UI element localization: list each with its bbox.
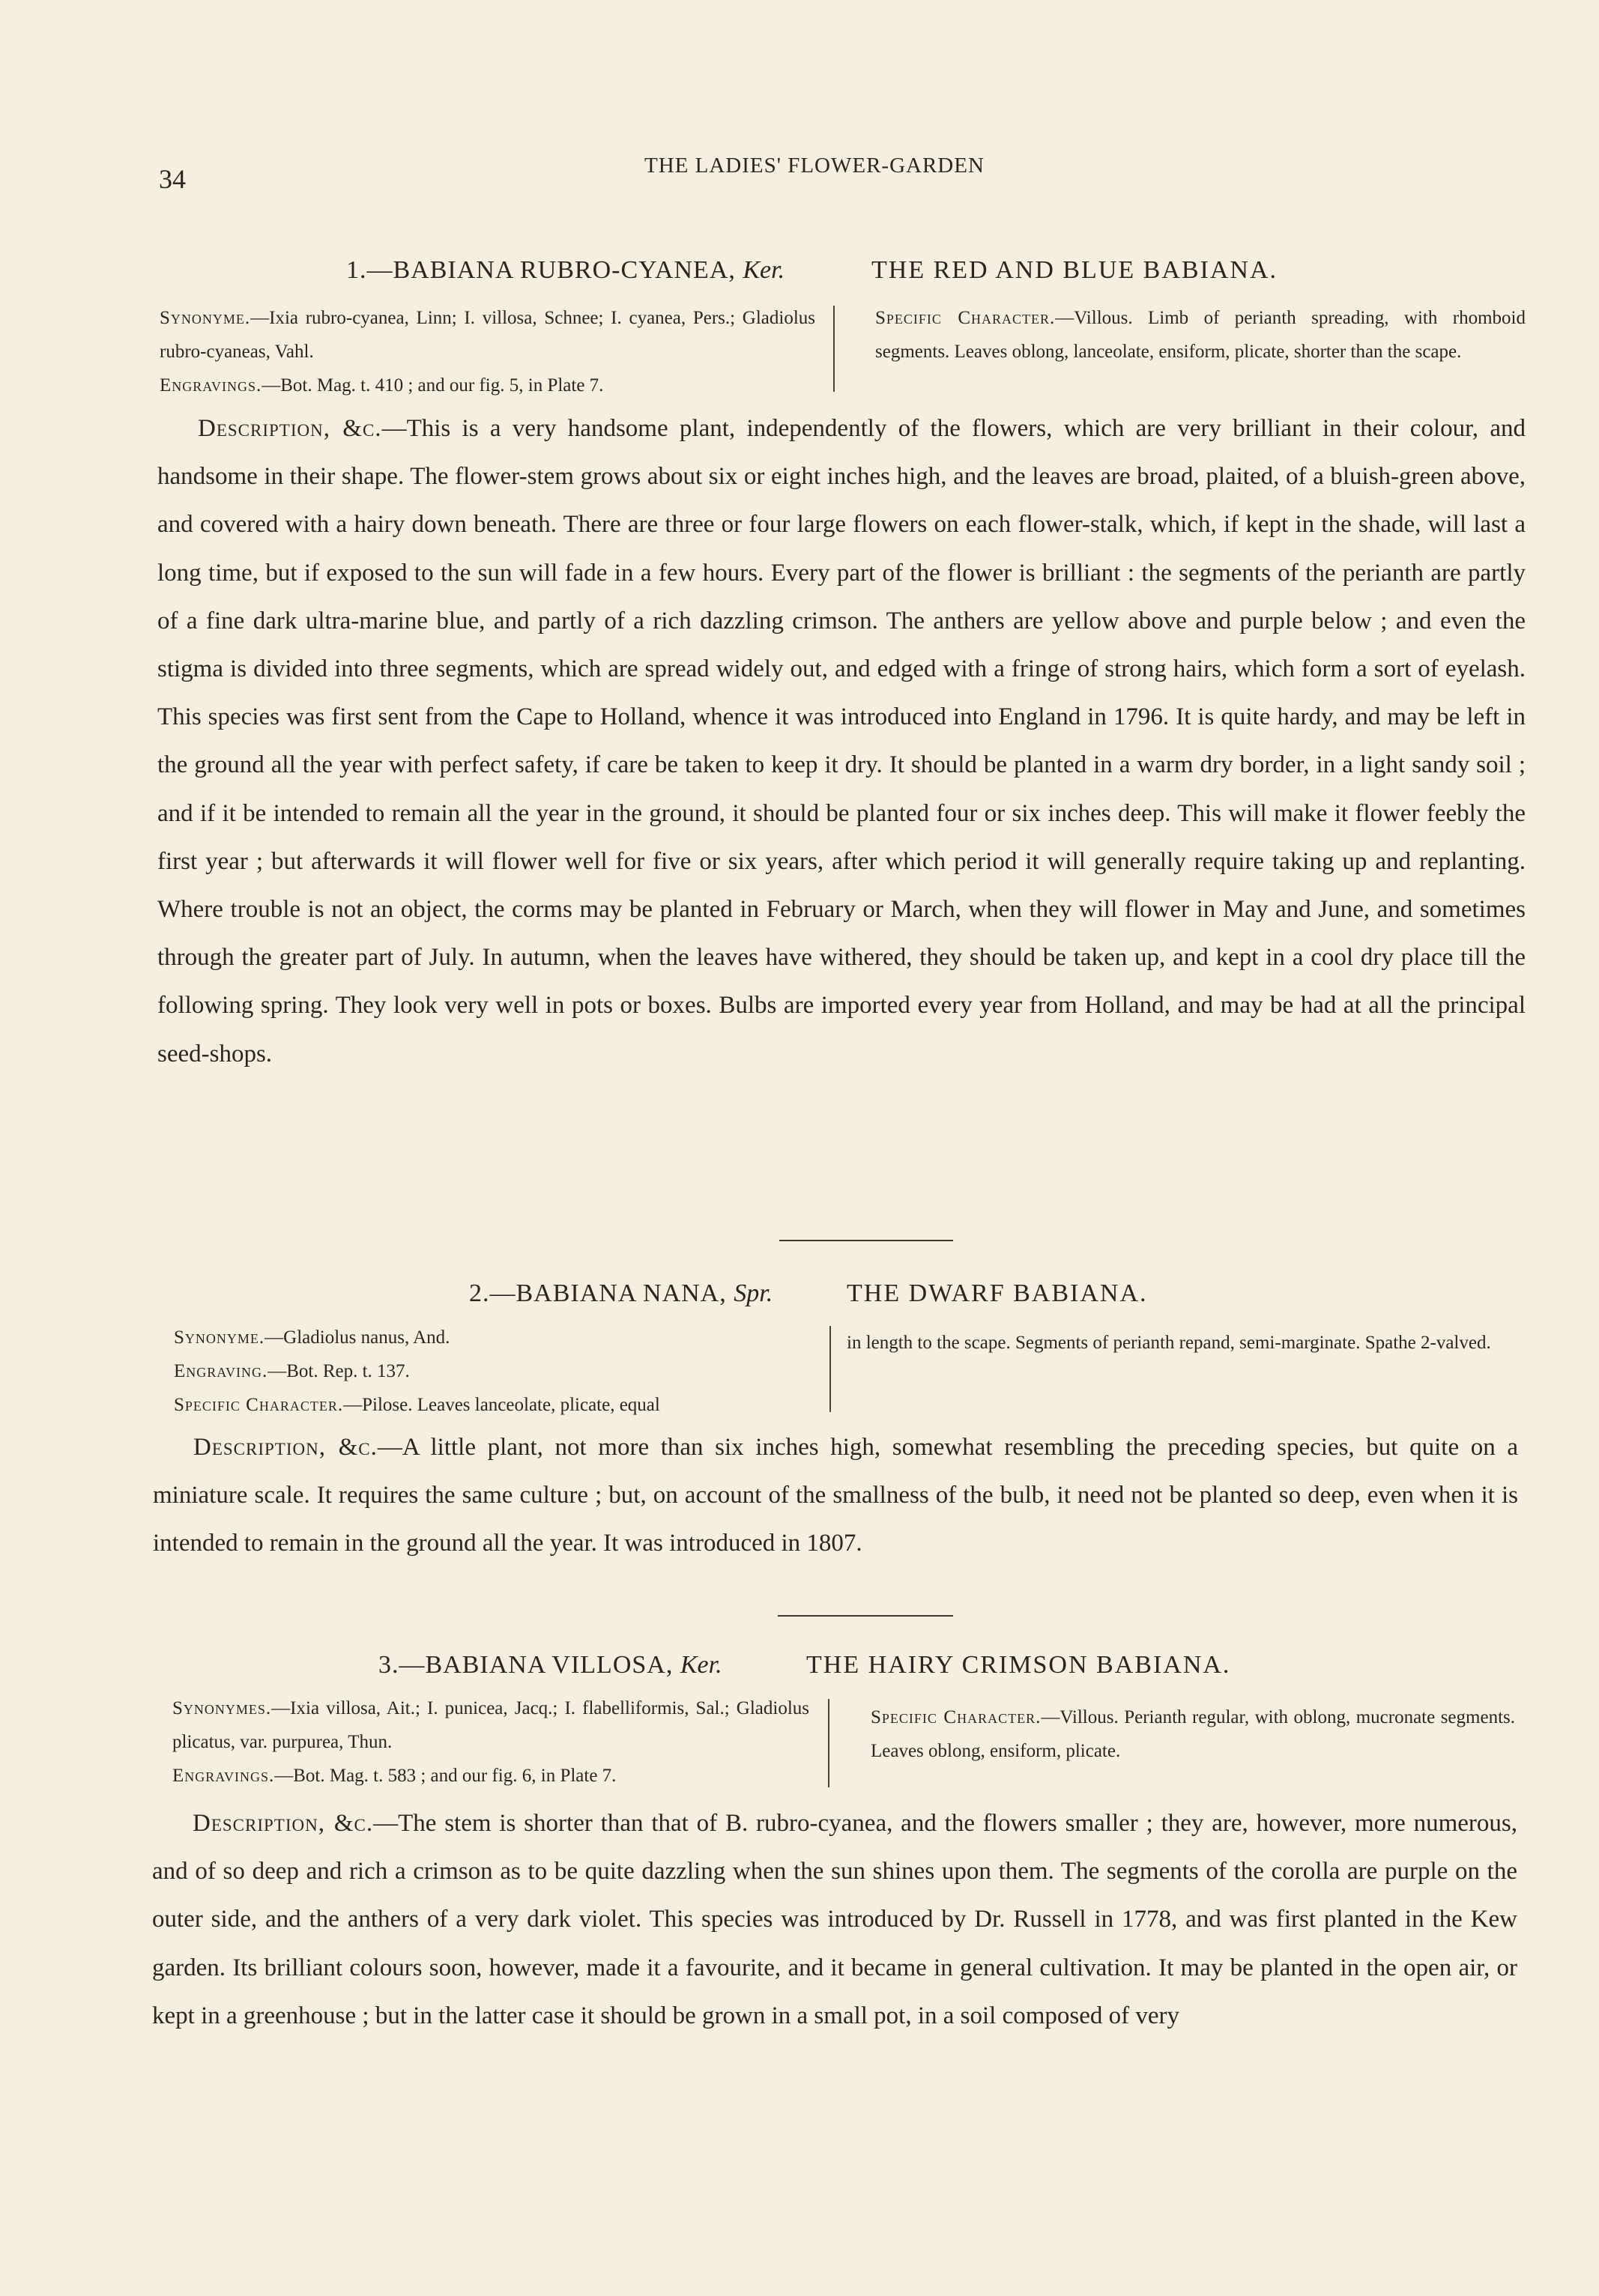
- species-2-title-author: Spr.: [734, 1279, 773, 1307]
- species-3-synonym-text: —Ixia villosa, Ait.; I. punicea, Jacq.; I. flabelliformis, Sal.; Gladiolus plicatus, var. purpurea, Thun.: [172, 1698, 809, 1752]
- species-3-description-label: Description, &c.: [193, 1810, 374, 1837]
- species-2-specific-character-right: in length to the scape. Segments of perianth repand, semi-marginate. Spathe 2-valved.: [847, 1333, 1491, 1353]
- species-2-column-divider: [829, 1326, 831, 1412]
- species-1-meta-left: [160, 301, 815, 402]
- species-2-engraving-label: Engraving.: [174, 1361, 268, 1381]
- species-3-specific-character: [871, 1700, 1515, 1768]
- species-3-column-divider: [828, 1699, 829, 1787]
- species-2-description: [153, 1423, 1518, 1568]
- running-title: THE LADIES' FLOWER-GARDEN: [644, 154, 985, 178]
- species-1-synonym-label: Synonyme.: [160, 308, 251, 328]
- species-3-meta-left: [172, 1691, 809, 1793]
- species-2-common-name: THE DWARF BABIANA.: [847, 1279, 1148, 1307]
- species-3-description: [152, 1799, 1517, 2040]
- species-2-meta-left: [174, 1321, 811, 1422]
- species-3-title-prefix: 3.—BABIANA VILLOSA,: [378, 1651, 674, 1679]
- species-1-description-paragraph: [157, 405, 1526, 1078]
- species-1-title-author: Ker.: [743, 256, 785, 284]
- species-1-title-prefix: 1.—BABIANA RUBRO-CYANEA,: [346, 256, 736, 284]
- section-divider-2: [778, 1615, 953, 1617]
- species-1-specific-label: Specific Character.: [875, 308, 1056, 328]
- species-1-engraving-text: —Bot. Mag. t. 410 ; and our fig. 5, in Plate 7.: [262, 375, 604, 396]
- species-1-specific-character: [875, 301, 1526, 369]
- species-2-description-label: Description, &c.: [193, 1434, 378, 1461]
- species-1-specific-text: —Villous. Limb of perianth spreading, with rhomboid segments. Leaves oblong, lanceolate, ensiform, plicate, shorter than the scape.: [875, 308, 1526, 362]
- species-3-synonyms: [172, 1691, 809, 1759]
- species-1-meta-right: [875, 301, 1526, 369]
- species-1-description-text: —This is a very handsome plant, independently of the flowers, which are very brilliant in their colour, and handsome in their shape. The flower-stem grows about six or eight inches high, and the leaves are broad, plaited, of a bluish-green above, and covered with a hairy down beneath. There are three or four large flowers on each flower-stalk, which, if kept in the shade, will last a long time, but if exposed to the sun will fade in a few hours. Every part of the flower is brilliant : the segments of the perianth are partly of a fine dark ultra-marine blue, and partly of a rich dazzling crimson. The anthers are yellow above and purple below ; and even the stigma is divided into three segments, which are spread widely out, and edged with a fringe of strong hairs, which form a sort of eyelash. This species was first sent from the Cape to Holland, whence it was introduced into England in 1796. It is quite hardy, and may be left in the ground all the year with perfect safety, if care be taken to keep it dry. It should be planted in a warm dry border, in a light sandy soil ; and if it be intended to remain all the year in the ground, it should be planted four or six inches deep. This will make it flower feebly the first year ; but afterwards it will flower well for five or six years, after which period it will generally require taking up and replanting. Where trouble is not an object, the corms may be planted in February or March, when they will flower in May and June, and sometimes through the greater part of July. In autumn, when the leaves have withered, they should be taken up, and kept in a cool dry place till the following spring. They look very well in pots or boxes. Bulbs are imported every year from Holland, and may be had at all the principal seed-shops.: [157, 415, 1526, 1067]
- species-3-title-author: Ker.: [680, 1651, 722, 1679]
- page-number: 34: [159, 164, 186, 194]
- species-2-engraving-text: —Bot. Rep. t. 137.: [267, 1361, 410, 1381]
- species-1-synonym: [160, 301, 815, 369]
- species-2-description-paragraph: [153, 1423, 1518, 1568]
- species-2-synonym-label: Synonyme.: [174, 1327, 265, 1348]
- species-1-synonym-text: —Ixia rubro-cyanea, Linn; I. villosa, Schnee; I. cyanea, Pers.; Gladiolus rubro-cyaneas, Vahl.: [160, 308, 815, 362]
- species-1-description-label: Description, &c.: [198, 415, 382, 442]
- species-3-specific-text: —Villous. Perianth regular, with oblong, mucronate segments. Leaves oblong, ensiform, plicate.: [871, 1707, 1515, 1761]
- species-2-meta-right: [847, 1326, 1521, 1360]
- species-3-title: [378, 1651, 722, 1679]
- species-2-specific-label: Specific Character.: [174, 1395, 344, 1415]
- species-2-title: [469, 1279, 773, 1308]
- species-1-common-name: THE RED AND BLUE BABIANA.: [871, 256, 1278, 284]
- species-3-engraving-text: —Bot. Mag. t. 583 ; and our fig. 6, in Plate 7.: [274, 1766, 617, 1786]
- species-3-engravings: [172, 1759, 809, 1793]
- species-1-title: [346, 256, 785, 285]
- species-1-engraving-label: Engravings.: [160, 375, 262, 396]
- species-1-column-divider: [833, 306, 835, 392]
- species-1-engravings: [160, 369, 815, 402]
- species-2-engraving: [174, 1354, 811, 1388]
- species-2-title-prefix: 2.—BABIANA NANA,: [469, 1279, 727, 1307]
- species-2-specific-text-left: —Pilose. Leaves lanceolate, plicate, equal: [343, 1395, 660, 1415]
- species-2-description-text: —A little plant, not more than six inches high, somewhat resembling the preceding species, but quite on a miniature scale. It requires the same culture ; but, on account of the smallness of the bulb, it need not be planted so deep, even when it is intended to remain in the ground all the year. It was introduced in 1807.: [153, 1434, 1518, 1557]
- species-3-synonym-label: Synonymes.: [172, 1698, 272, 1718]
- species-1-description: [157, 405, 1526, 1078]
- species-3-description-text: —The stem is shorter than that of B. rubro-cyanea, and the flowers smaller ; they are, however, more numerous, and of so deep and rich a crimson as to be quite dazzling when the sun shines upon them. The segments of the corolla are purple on the outer side, and the anthers of a very dark violet. This species was introduced by Dr. Russell in 1778, and was first planted in the Kew garden. Its brilliant colours soon, however, made it a favourite, and it became in general cultivation. It may be planted in the open air, or kept in a greenhouse ; but in the latter case it should be grown in a small pot, in a soil composed of very: [152, 1810, 1517, 2029]
- species-2-synonym-text: —Gladiolus nanus, And.: [265, 1327, 450, 1348]
- section-divider-1: [779, 1240, 953, 1241]
- species-3-common-name: THE HAIRY CRIMSON BABIANA.: [806, 1651, 1231, 1679]
- species-3-engraving-label: Engravings.: [172, 1766, 275, 1786]
- species-3-specific-label: Specific Character.: [871, 1707, 1042, 1727]
- species-3-description-paragraph: [152, 1799, 1517, 2040]
- species-3-meta-right: [871, 1700, 1515, 1768]
- species-2-synonym: [174, 1321, 811, 1354]
- species-2-specific-character-left: [174, 1388, 811, 1422]
